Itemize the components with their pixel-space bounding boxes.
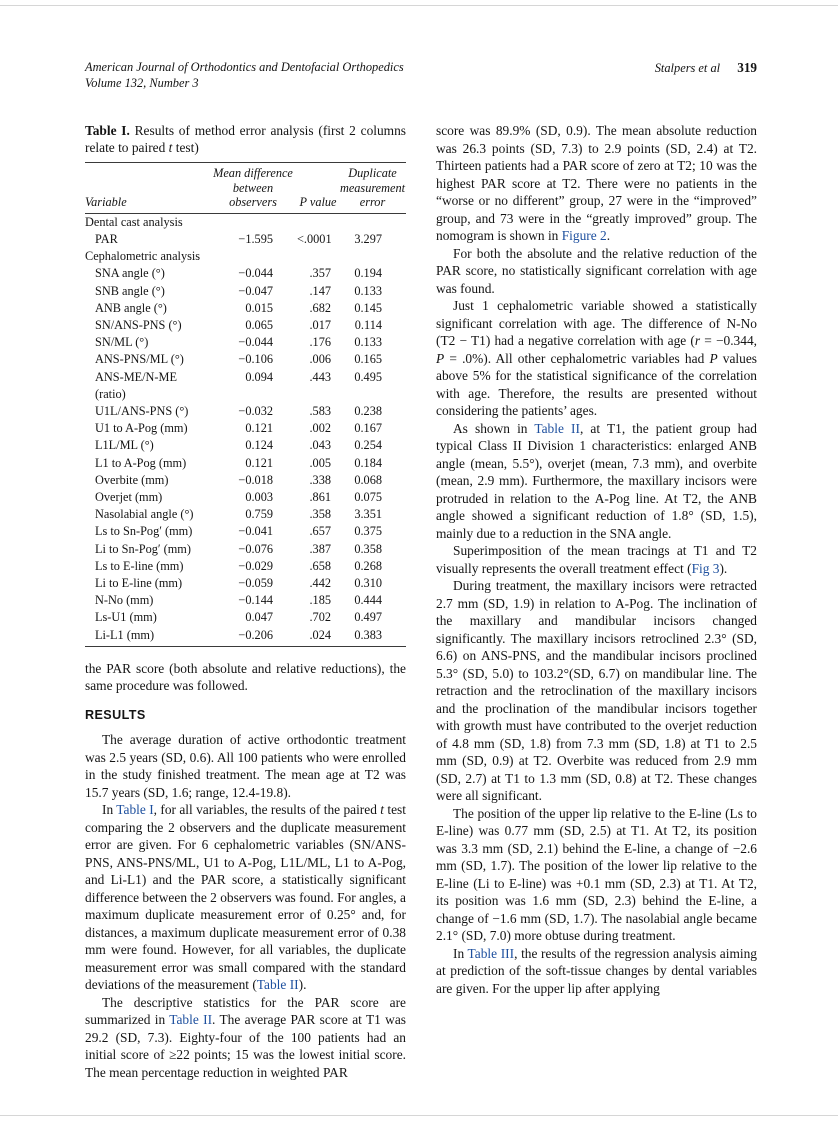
- dup-error-cell: 3.351: [354, 507, 382, 522]
- journal-title: American Journal of Orthodontics and Dentofacial Orthopedics: [85, 60, 404, 74]
- dup-error-cell: 0.444: [354, 593, 382, 608]
- p-value-cell: .024: [297, 627, 339, 647]
- section-label-cell: Dental cast analysis: [85, 214, 183, 229]
- p-value-cell: .185: [309, 593, 331, 608]
- variable-cell: L1L/ML (°): [95, 438, 154, 453]
- page-edge-top: [0, 5, 838, 6]
- table-row: [85, 541, 406, 558]
- variable-cell: ANS-PNS/ML (°): [95, 352, 184, 367]
- table-1-caption-label: Table I.: [85, 123, 130, 138]
- paragraph: The average duration of active orthodontic treatment was 2.5 years (SD, 0.6). All 100 patients who were enrolled in the study finished treatment. The mean age at T2 was 15.7 years (SD, 1.6; range, 12.4-19.8).: [85, 732, 406, 800]
- p-value-cell: .358: [309, 507, 331, 522]
- paragraph: For both the absolute and the relative reduction of the PAR score, no statistically significant correlation with age was found.: [436, 245, 757, 296]
- paragraph: During treatment, the maxillary incisors were retracted 2.7 mm (SD, 1.9) in relation to A-Pog. The inclination of the maxillary and mandibular incisors changed significantly. The maxillary incisors retroclined 2.3° (SD, 6.6) on ANS-PNS, and the mandibular incisors proclined 5.3° (SD, 5.0) to 103.2°(SD, 6.7) on mandibular line. The retraction and the retroclination of the maxillary incisors and the proclination of the mandibular incisors together with growth must have contributed to the overjet reduction of 4.8 mm (SD, 1.8) from 7.3 mm (SD, 1.8) at T1 to 2.5 mm (SD, 0.9) at T2. Overbite was reduced from 2.9 mm (SD, 2.7) at T1 to 1.3 mm (SD, 0.8) at T2. These changes were all significant.: [436, 578, 757, 803]
- section-heading-results: RESULTS: [85, 707, 146, 722]
- table-row: [85, 317, 406, 334]
- p-value-cell: .147: [309, 283, 331, 298]
- p-value-cell: .702: [309, 610, 331, 625]
- variable-cell: U1L/ANS-PNS (°): [95, 404, 189, 419]
- mean-diff-cell: 0.015: [245, 300, 273, 315]
- p-value-cell: .861: [309, 490, 331, 505]
- table-row: [85, 265, 406, 282]
- p-value-cell: .006: [309, 352, 331, 367]
- mean-diff-cell: 0.065: [245, 318, 273, 332]
- p-value-cell: .443: [309, 369, 331, 384]
- mean-diff-cell: −0.032: [238, 404, 273, 419]
- paragraph-continuation: score was 89.9% (SD, 0.9). The mean absolute reduction was 26.3 points (SD, 7.3) to 2.9 points (SD, 2.4) at T2. Thirteen patients had a PAR score of zero at T2; 10 was the highest PAR score at T2. There were no patients in the “worse or no different” group, 27 were in the “improved” group, and 73 were in the “greatly improved” group. The nomogram is shown in Figure 2.: [436, 123, 757, 243]
- dup-error-cell: 3.297: [354, 231, 382, 246]
- variable-cell: L1 to A-Pog (mm): [95, 455, 187, 470]
- table-row: [85, 334, 406, 351]
- mean-diff-cell: −0.041: [238, 524, 273, 539]
- col-header-duplicate-error: Duplicate measurement error: [339, 163, 406, 214]
- dup-error-cell: 0.495: [354, 369, 382, 384]
- mean-diff-cell: −0.044: [238, 266, 273, 281]
- p-value-cell: .442: [309, 576, 331, 591]
- variable-cell: PAR: [95, 231, 118, 246]
- mean-diff-cell: −0.044: [238, 335, 273, 350]
- p-value-cell: .657: [309, 524, 331, 539]
- dup-error-cell: 0.145: [354, 300, 382, 315]
- running-citation: [655, 60, 757, 77]
- p-value-cell: .017: [309, 318, 331, 332]
- dup-error-cell: 0.238: [354, 404, 382, 419]
- dup-error-cell: 0.133: [354, 283, 382, 298]
- dup-error-cell: 0.075: [354, 490, 382, 505]
- dup-error-cell: 0.167: [354, 421, 382, 436]
- table-row: [85, 213, 406, 231]
- mean-diff-cell: 0.003: [245, 490, 273, 505]
- table-row: [85, 231, 406, 248]
- p-value-cell: .338: [309, 472, 331, 487]
- p-value-cell: .005: [309, 455, 331, 470]
- mean-diff-cell: −0.144: [238, 593, 273, 608]
- variable-cell: ANS-ME/N-ME (ratio): [95, 369, 177, 401]
- variable-cell: SNA angle (°): [95, 266, 165, 281]
- dup-error-cell: 0.184: [354, 455, 382, 470]
- paragraph: In Table I, for all variables, the results of the paired t test comparing the 2 observers and the duplicate measurement error are given. For 6 cephalometric variables (SN/ANS-PNS, ANS-PNS/ML, U1 to A-Pog, L1L/ML, L1 to A-Pog, and Li-L1) and the PAR score, a statistically significant difference between the 2 observers was found. For angles, a maximum duplicate measurement error of 0.25° and, for distances, a maximum duplicate measurement error of 0.38 mm were found. However, for all variables, the duplicate measurement error was small compared with the standard deviations of the measurement (Table II).: [85, 802, 406, 993]
- table-row: [85, 248, 406, 265]
- table-1-caption: Table I. Results of method error analysis (first 2 columns relate to paired t test): [85, 123, 406, 155]
- variable-cell: SN/ANS-PNS (°): [95, 318, 182, 332]
- variable-cell: Li to Sn-Pog′ (mm): [95, 541, 191, 556]
- mean-diff-cell: 0.121: [245, 455, 273, 470]
- paragraph: The descriptive statistics for the PAR score are summarized in Table II. The average PAR score at T1 was 29.2 (SD, 7.3). Eighty-four of the 100 patients had an initial score of ≥22 points; 15 was the lowest initial score. The mean percentage reduction in weighted PAR: [85, 994, 406, 1080]
- p-value-cell: .357: [309, 266, 331, 281]
- link-table-2[interactable]: Table II: [169, 1012, 213, 1028]
- link-table-2[interactable]: Table II: [256, 977, 299, 993]
- col-header-p-value: P value: [297, 163, 339, 214]
- right-column: [436, 122, 757, 1081]
- mean-diff-cell: 0.124: [245, 438, 273, 453]
- table-1-header-row: [85, 163, 406, 214]
- variable-cell: SN/ML (°): [95, 335, 149, 350]
- running-authors: Stalpers et al: [654, 61, 721, 75]
- running-head: [85, 60, 757, 91]
- variable-cell: Nasolabial angle (°): [95, 507, 194, 522]
- table-row: [85, 523, 406, 540]
- table-row: [85, 300, 406, 317]
- mean-diff-cell: −0.106: [238, 352, 273, 367]
- journal-volume: Volume 132, Number 3: [85, 75, 199, 90]
- p-value-cell: <.0001: [297, 231, 332, 246]
- mean-diff-cell: 0.759: [245, 507, 273, 522]
- table-row: [85, 609, 406, 626]
- table-row: [85, 369, 406, 403]
- page-number: 319: [737, 60, 757, 75]
- variable-cell: Overjet (mm): [95, 490, 163, 505]
- section-label-cell: Cephalometric analysis: [85, 249, 201, 264]
- p-value-cell: .176: [309, 335, 331, 350]
- table-row: [85, 489, 406, 506]
- variable-cell: Overbite (mm): [95, 472, 169, 487]
- dup-error-cell: 0.194: [354, 266, 382, 281]
- variable-cell: Ls to Sn-Pog′ (mm): [95, 524, 193, 539]
- dup-error-cell: 0.358: [354, 541, 382, 556]
- mean-diff-cell: −1.595: [238, 231, 273, 246]
- table-row: [85, 558, 406, 575]
- table-row: [85, 506, 406, 523]
- dup-error-cell: 0.375: [354, 524, 382, 539]
- dup-error-cell: 0.383: [339, 627, 406, 647]
- paragraph: The position of the upper lip relative to the E-line (Ls to E-line) was 0.77 mm (SD, 2.5) at T1. At T2, its position was 3.3 mm (SD, 2.1) behind the E-line, a change of −2.6 mm (SD, 1.7). The position of the lower lip relative to the E-line (Li to E-line) was +0.1 mm (SD, 2.3) at T1. At T2, its position was 1.6 mm (SD, 2.3) behind the E-line, a change of −1.6 mm (SD, 1.7). The nasolabial angle became 2.1° (SD, 7.0) more obtuse during treatment.: [436, 805, 757, 943]
- variable-cell: Ls-U1 (mm): [95, 610, 157, 625]
- mean-diff-cell: −0.076: [238, 541, 273, 556]
- col-header-variable: Variable: [85, 163, 209, 214]
- col-header-mean-difference: Mean difference between observers: [209, 163, 297, 214]
- p-value-cell: .043: [309, 438, 331, 453]
- mean-diff-cell: −0.018: [238, 472, 273, 487]
- table-row: [85, 283, 406, 300]
- variable-cell: N-No (mm): [95, 593, 154, 608]
- dup-error-cell: 0.114: [354, 318, 382, 332]
- dup-error-cell: 0.133: [354, 335, 382, 350]
- table-row: [85, 420, 406, 437]
- mean-diff-cell: 0.121: [245, 421, 273, 436]
- link-figure-2[interactable]: Figure 2: [561, 228, 607, 243]
- dup-error-cell: 0.068: [354, 472, 382, 487]
- paragraph: Just 1 cephalometric variable showed a statistically significant correlation with age. The difference of N-No (T2 − T1) had a negative correlation with age (r = −0.344, P = .0%). All other cephalometric variables had P values above 5% for the statistical significance of the correlation with age. Therefore, the results are presented without considering the patients’ ages.: [436, 298, 757, 418]
- p-value-cell: .658: [309, 558, 331, 573]
- mean-diff-cell: −0.206: [209, 627, 297, 647]
- link-table-2[interactable]: Table II: [534, 420, 580, 436]
- mean-diff-cell: −0.059: [238, 576, 273, 591]
- paragraph: As shown in Table II, at T1, the patient group had typical Class II Division 1 characteristics: enlarged ANB angle (mean, 5.5°), overjet (mean, 7.3 mm), and overbite (mean, 2.9 mm). Furthermore, the maxillary incisors were protruded in relation to the A-Pog line. At T2, the ANB angle showed a significant reduction of 1.8° (SD, 1.5), mainly due to a reduction in the SNA angle.: [436, 420, 757, 541]
- link-table-1[interactable]: Table I: [116, 802, 154, 818]
- table-row: [85, 351, 406, 368]
- dup-error-cell: 0.165: [354, 352, 382, 367]
- dup-error-cell: 0.497: [354, 610, 382, 625]
- variable-cell: Ls to E-line (mm): [95, 558, 184, 573]
- link-table-3[interactable]: Table III: [467, 945, 515, 961]
- table-row: [85, 627, 406, 647]
- variable-cell: ANB angle (°): [95, 300, 167, 315]
- dup-error-cell: 0.268: [354, 558, 382, 573]
- left-column: [85, 122, 406, 1081]
- table-1: [85, 162, 406, 647]
- mean-diff-cell: 0.094: [245, 369, 273, 384]
- link-figure-3[interactable]: Fig 3: [691, 560, 720, 576]
- p-value-cell: .002: [309, 421, 331, 436]
- table-row: [85, 403, 406, 420]
- table-row: [85, 472, 406, 489]
- mean-diff-cell: 0.047: [245, 610, 273, 625]
- dup-error-cell: 0.254: [354, 438, 382, 453]
- table-row: [85, 455, 406, 472]
- p-value-cell: .387: [309, 541, 331, 556]
- paragraph-continuation: the PAR score (both absolute and relative reductions), the same procedure was followed.: [85, 660, 406, 694]
- variable-cell: SNB angle (°): [95, 283, 165, 298]
- variable-cell: Li-L1 (mm): [85, 627, 209, 647]
- mean-diff-cell: −0.029: [238, 558, 273, 573]
- table-row: [85, 437, 406, 454]
- dup-error-cell: 0.310: [354, 576, 382, 591]
- p-value-cell: .682: [309, 300, 331, 315]
- page-edge-bottom: [0, 1115, 838, 1116]
- mean-diff-cell: −0.047: [238, 283, 273, 298]
- p-value-cell: .583: [309, 404, 331, 419]
- journal-identification: [85, 60, 404, 91]
- variable-cell: Li to E-line (mm): [95, 576, 183, 591]
- paragraph: In Table III, the results of the regression analysis aiming at prediction of the soft-tissue changes by dental variables are given. For the upper lip after applying: [436, 945, 757, 996]
- paragraph: Superimposition of the mean tracings at T1 and T2 visually represents the overall treatment effect (Fig 3).: [436, 543, 757, 576]
- table-row: [85, 592, 406, 609]
- article-body: [85, 122, 757, 1081]
- variable-cell: U1 to A-Pog (mm): [95, 421, 188, 436]
- table-row: [85, 575, 406, 592]
